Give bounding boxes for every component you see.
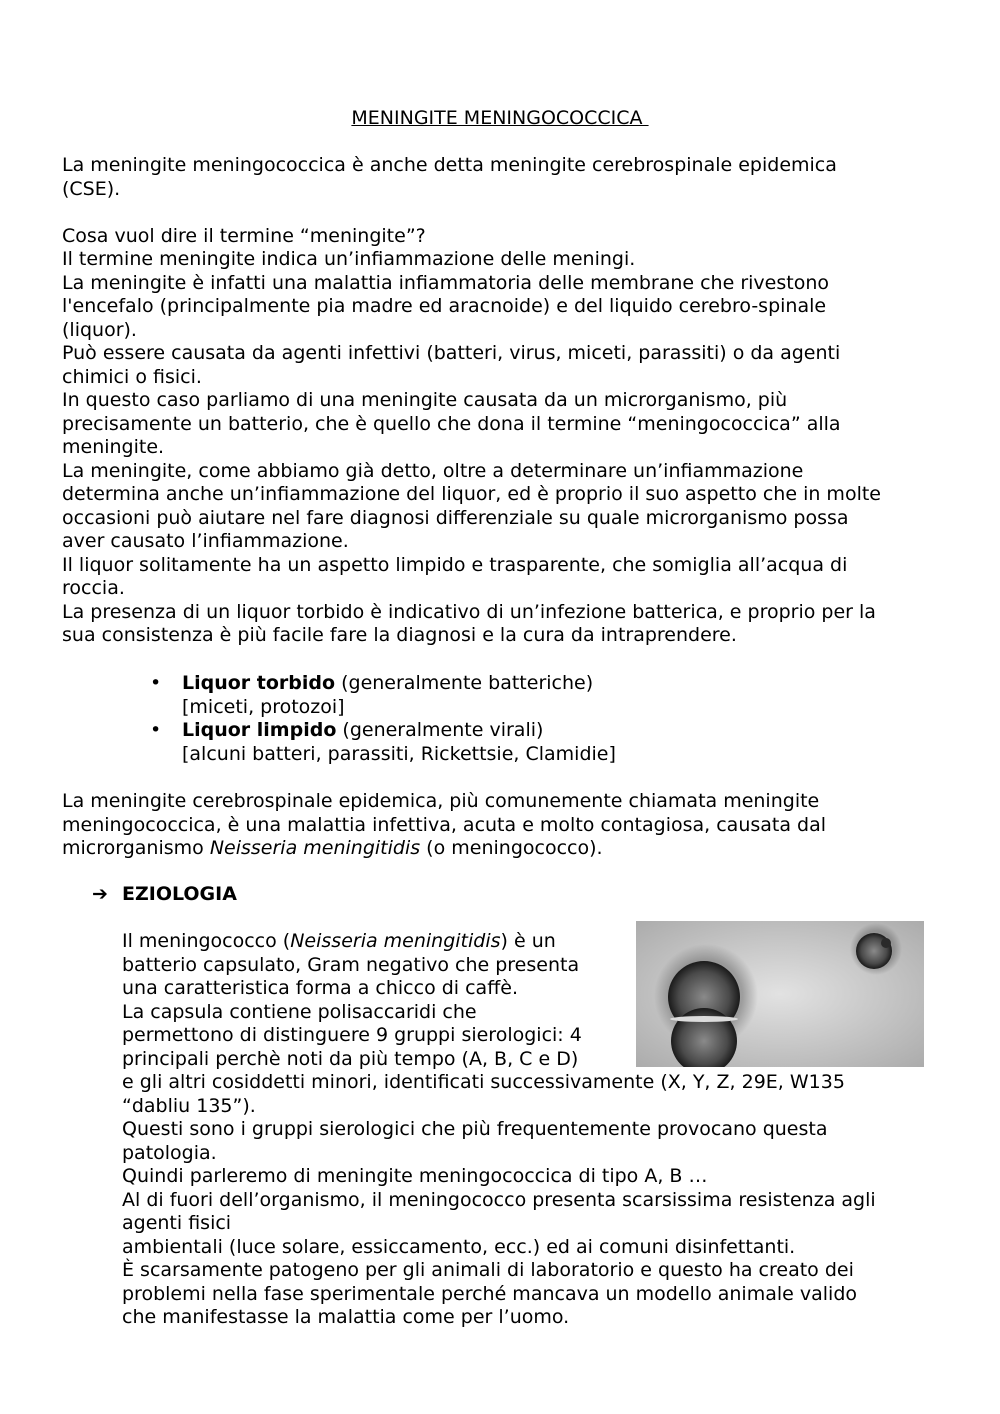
text-line: sua consistenza è più facile fare la diagnosi e la cura da intraprendere.	[62, 624, 737, 646]
question-line: Cosa vuol dire il termine “meningite”?	[62, 224, 426, 247]
arrow-right-icon: ➔	[92, 883, 108, 905]
text-line: ambientali (luce solare, essiccamento, ecc.) ed ai comuni disinfettanti.	[122, 1235, 796, 1258]
text-line: precisamente un batterio, che è quello che dona il termine “meningococcica” alla	[62, 412, 841, 435]
text-line: “dabliu 135”).	[122, 1094, 256, 1117]
list-item	[150, 719, 616, 766]
species-name: Neisseria meningitidis	[290, 930, 501, 952]
text-line: problemi nella fase sperimentale perché mancava un modello animale valido	[122, 1282, 857, 1305]
section-heading	[92, 883, 237, 907]
page-title: MENINGITE MENINGOCOCCICA	[351, 107, 649, 129]
text-line: Quindi parleremo di meningite meningococcica di tipo A, B …	[122, 1165, 708, 1187]
text-line: aver causato l’infiammazione.	[62, 530, 349, 552]
text-line: una caratteristica forma a chicco di caffè.	[122, 977, 519, 999]
bullet-term: Liquor torbido	[182, 672, 336, 694]
text-line: Al di fuori dell’organismo, il meningococco presenta scarsissima resistenza agli	[122, 1188, 876, 1211]
bullet-subtext: [alcuni batteri, parassiti, Rickettsie, Clamidie]	[182, 742, 616, 765]
text-line: permettono di distinguere 9 gruppi sierologici: 4	[122, 1024, 582, 1046]
micrograph-image	[636, 921, 924, 1067]
intro-text	[62, 154, 942, 648]
text-line: patologia.	[122, 1141, 217, 1164]
liquor-bullet-list	[150, 672, 616, 766]
bullet-icon: •	[150, 672, 162, 694]
diplococcus-illustration	[636, 921, 924, 1067]
text-line: La meningite cerebrospinale epidemica, più comunemente chiamata meningite	[62, 790, 820, 812]
text-line: Il liquor solitamente ha un aspetto limpido e trasparente, che somiglia all’acqua di	[62, 553, 848, 576]
text-line: La meningite, come abbiamo già detto, oltre a determinare un’infiammazione	[62, 459, 804, 482]
text-line: principali perchè noti da più tempo (A, B, C e D)	[122, 1047, 579, 1070]
text-line: (CSE).	[62, 177, 121, 200]
text-line: Il meningococco (	[122, 930, 291, 952]
text-line: determina anche un’infiammazione del liquor, ed è proprio il suo aspetto che in molte	[62, 483, 881, 505]
text-line: meningococcica, è una malattia infettiva, acuta e molto contagiosa, causata dal	[62, 813, 827, 836]
bullet-icon: •	[150, 719, 162, 741]
text-line: La presenza di un liquor torbido è indicativo di un’infezione batterica, e proprio per la	[62, 600, 876, 623]
text-line: La meningite meningococcica è anche detta meningite cerebrospinale epidemica	[62, 154, 837, 176]
text-line: ) è un	[500, 930, 556, 952]
text-line: meningite.	[62, 436, 165, 458]
bullet-term: Liquor limpido	[182, 719, 337, 741]
text-line: Questi sono i gruppi sierologici che più frequentemente provocano questa	[122, 1118, 828, 1140]
text-line: roccia.	[62, 577, 125, 599]
species-name: Neisseria meningitidis	[209, 837, 421, 859]
list-item	[150, 672, 616, 719]
text-line: (o meningococco).	[420, 837, 603, 859]
text-line: occasioni può aiutare nel fare diagnosi differenziale su quale microrganismo possa	[62, 506, 849, 529]
text-line: La capsula contiene polisaccaridi che	[122, 1000, 477, 1023]
text-line: Il termine meningite indica un’infiammazione delle meningi.	[62, 248, 636, 270]
summary-text	[62, 790, 826, 861]
text-line: La meningite è infatti una malattia infiammatoria delle membrane che rivestono	[62, 271, 829, 294]
bullet-subtext: [miceti, protozoi]	[182, 695, 345, 718]
text-line: che manifestasse la malattia come per l’uomo.	[122, 1306, 570, 1328]
text-line: agenti fisici	[122, 1212, 232, 1234]
section-heading-label: EZIOLOGIA	[122, 883, 237, 905]
bullet-text: (generalmente batteriche)	[335, 672, 594, 694]
text-line: chimici o fisici.	[62, 365, 202, 388]
text-line: Può essere causata da agenti infettivi (batteri, virus, miceti, parassiti) o da agenti	[62, 342, 841, 364]
text-line: (liquor).	[62, 318, 137, 341]
text-line: batterio capsulato, Gram negativo che presenta	[122, 953, 580, 976]
text-line: e gli altri cosiddetti minori, identificati successivamente (X, Y, Z, 29E, W135	[122, 1071, 845, 1093]
bullet-text: (generalmente virali)	[336, 719, 544, 741]
text-line: l'encefalo (principalmente pia madre ed aracnoide) e del liquido cerebro-spinale	[62, 295, 827, 317]
text-line: È scarsamente patogeno per gli animali di laboratorio e questo ha creato dei	[122, 1259, 854, 1281]
text-line: microrganismo	[62, 837, 210, 859]
text-line: In questo caso parliamo di una meningite causata da un microrganismo, più	[62, 389, 788, 411]
